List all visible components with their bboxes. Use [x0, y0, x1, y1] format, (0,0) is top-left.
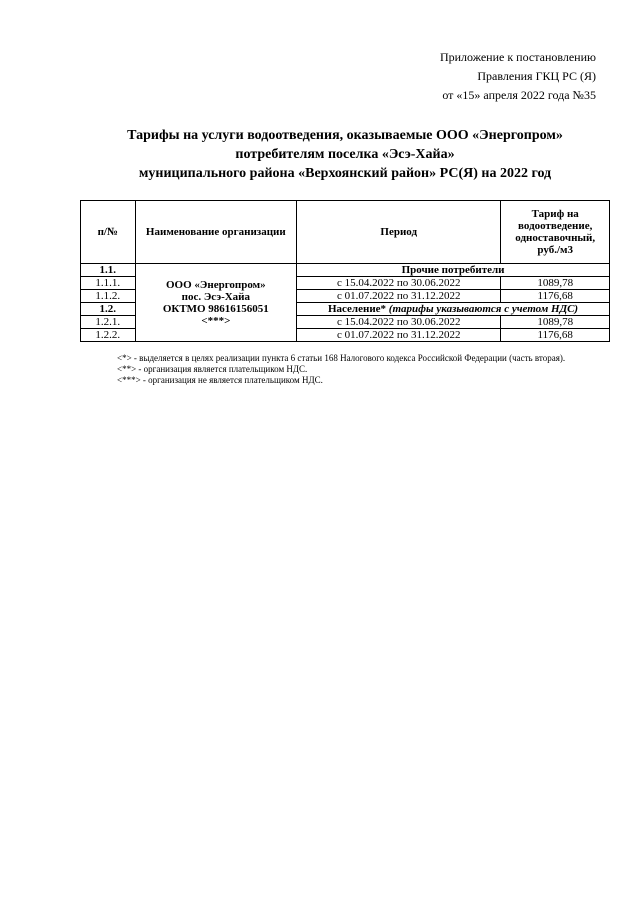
org-locality: пос. Эсэ-Хайа: [181, 290, 251, 303]
row-period: с 15.04.2022 по 30.06.2022: [297, 316, 501, 329]
row-num: 1.2.2.: [81, 329, 136, 342]
row-num: 1.2.1.: [81, 316, 136, 329]
header-line-2: Правления ГКЦ РС (Я): [477, 69, 596, 83]
row-tariff: 1176,68: [501, 329, 610, 342]
row-num: 1.1.: [81, 264, 136, 277]
group-label: [297, 303, 610, 316]
group-label-main: Население*: [327, 303, 387, 315]
table-row: [81, 264, 610, 277]
group-label: Прочие потребители: [297, 264, 610, 277]
group-label-note: (тарифы указываются с учетом НДС): [388, 303, 579, 315]
row-period: с 15.04.2022 по 30.06.2022: [297, 277, 501, 290]
header-tariff: Тариф на водоотведение, одноставочный, руб./м3: [501, 201, 610, 264]
footnote-2: <**> - организация является плательщиком НДС.: [117, 364, 308, 374]
tariff-table: [80, 200, 610, 342]
row-period: с 01.07.2022 по 31.12.2022: [297, 329, 501, 342]
row-period: с 01.07.2022 по 31.12.2022: [297, 290, 501, 303]
header-num: п/№: [81, 201, 136, 264]
row-num: 1.1.2.: [81, 290, 136, 303]
row-num: 1.2.: [81, 303, 136, 316]
footnote-1: <*> - выделяется в целях реализации пункта 6 статьи 168 Налогового кодекса Российской Федерации (часть вторая).: [117, 353, 566, 363]
title-line-1: Тарифы на услуги водоотведения, оказываемые ООО «Энергопром»: [127, 128, 563, 143]
footnote-3: <***> - организация не является плательщиком НДС.: [117, 375, 323, 385]
header-line-3: от «15» апреля 2022 года №35: [442, 88, 596, 102]
footnotes: [77, 353, 617, 386]
row-tariff: 1089,78: [501, 277, 610, 290]
header-line-1: Приложение к постановлению: [439, 50, 596, 64]
org-cell: [135, 264, 297, 342]
row-tariff: 1176,68: [501, 290, 610, 303]
document-title: [60, 126, 630, 183]
document-header: [440, 48, 596, 105]
row-tariff: 1089,78: [501, 316, 610, 329]
title-line-2: потребителям поселка «Эсэ-Хайа»: [235, 147, 455, 162]
header-org: Наименование организации: [135, 201, 297, 264]
table-header-row: [81, 201, 610, 264]
row-num: 1.1.1.: [81, 277, 136, 290]
org-footnote-mark: <***>: [201, 314, 231, 327]
title-line-3: муниципального района «Верхоянский район» РС(Я) на 2022 год: [138, 166, 552, 181]
header-period: Период: [297, 201, 501, 264]
org-name: ООО «Энергопром»: [165, 278, 266, 291]
org-oktmo: ОКТМО 98616156051: [162, 302, 269, 315]
